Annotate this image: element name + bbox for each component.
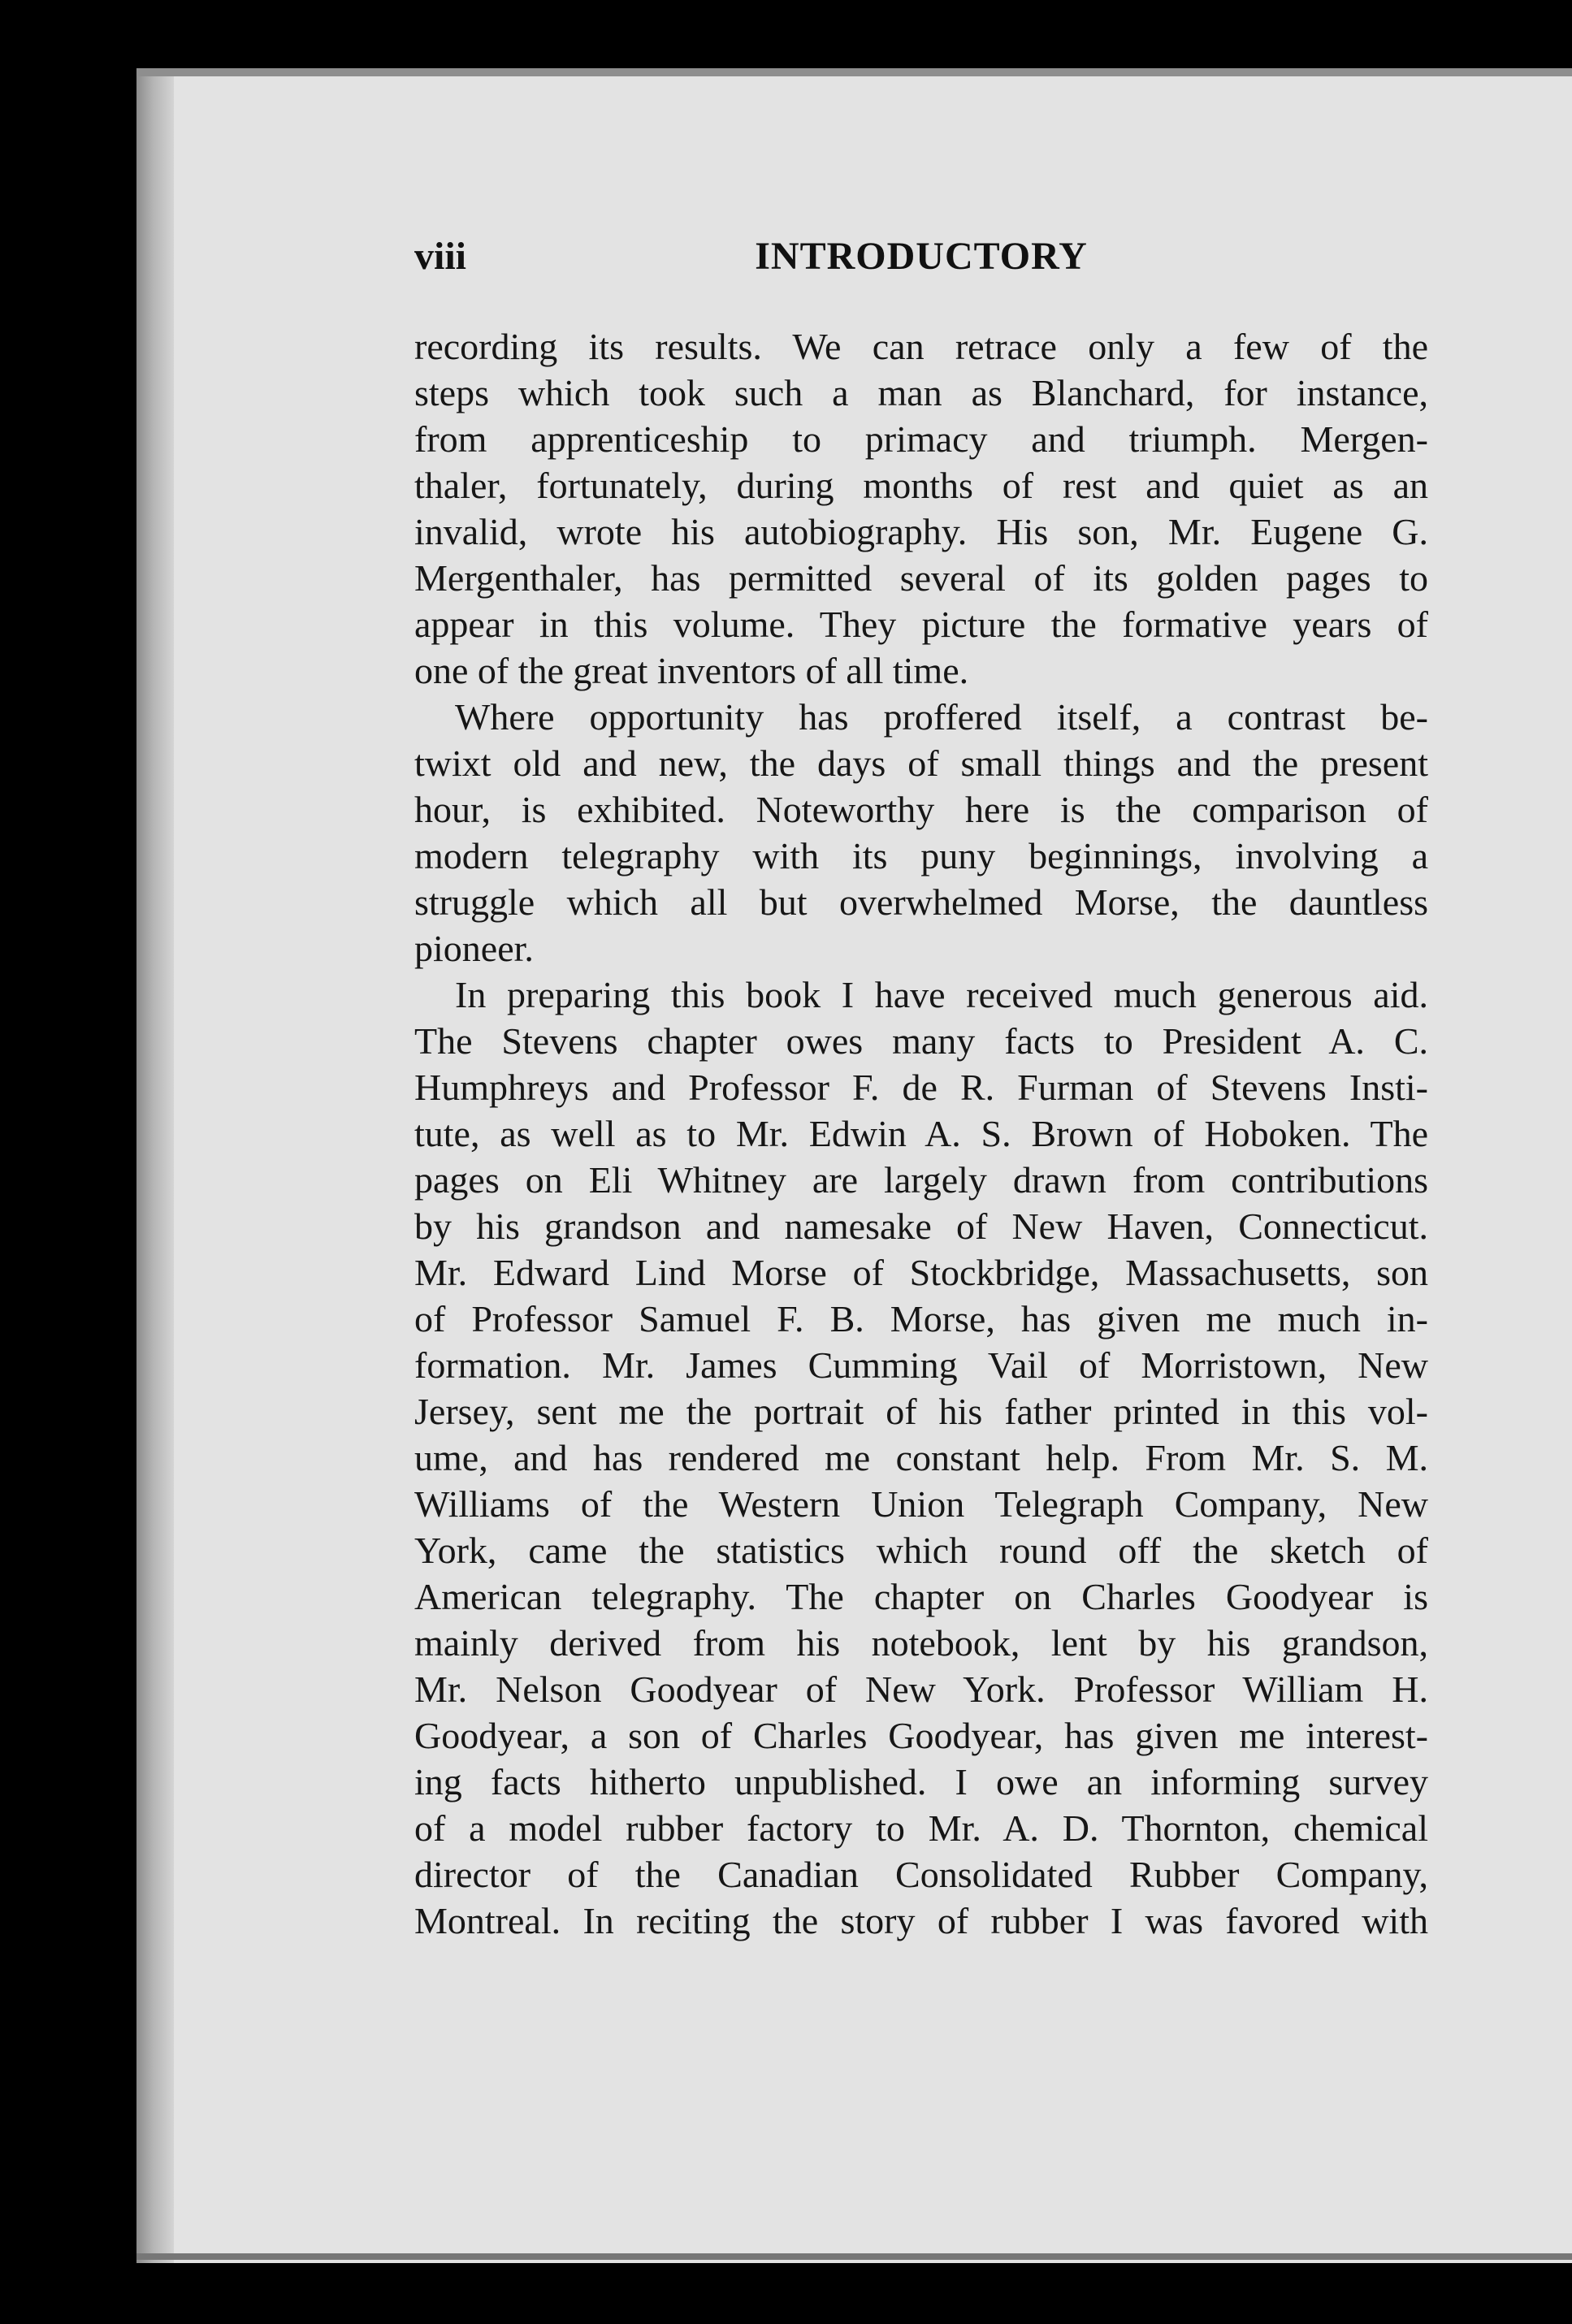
text-line: one of the great inventors of all time. bbox=[414, 650, 969, 691]
text-line: Mr. Edward Lind Morse of Stockbridge, Massachusetts, son bbox=[414, 1252, 1428, 1293]
text-line: In preparing this book I have received much generous aid. bbox=[455, 974, 1428, 1015]
text-line: Mergenthaler, has permitted several of its golden pages to bbox=[414, 557, 1428, 599]
running-head: INTRODUCTORY bbox=[755, 235, 1088, 278]
text-line: thaler, fortunately, during months of rest and quiet as an bbox=[414, 465, 1428, 506]
text-line: tute, as well as to Mr. Edwin A. S. Brown of Hoboken. The bbox=[414, 1113, 1428, 1154]
text-line: ume, and has rendered me constant help. From Mr. S. M. bbox=[414, 1437, 1428, 1478]
page-gutter-shadow bbox=[136, 70, 174, 2263]
text-line: formation. Mr. James Cumming Vail of Morristown, New bbox=[414, 1344, 1428, 1386]
text-line: steps which took such a man as Blanchard, for instance, bbox=[414, 372, 1428, 413]
text-line: by his grandson and namesake of New Haven, Connecticut. bbox=[414, 1205, 1428, 1247]
text-line: mainly derived from his notebook, lent by his grandson, bbox=[414, 1622, 1428, 1664]
text-line: from apprenticeship to primacy and triumph. Mergen- bbox=[414, 418, 1428, 460]
text-line: Montreal. In reciting the story of rubber I was favored with bbox=[414, 1900, 1428, 1941]
text-line: Humphreys and Professor F. de R. Furman of Stevens Insti- bbox=[414, 1067, 1428, 1108]
text-line: recording its results. We can retrace only a few of the bbox=[414, 326, 1428, 367]
page-bottom-edge bbox=[136, 2253, 1572, 2260]
page-header bbox=[414, 227, 1428, 292]
paragraph bbox=[414, 694, 1428, 972]
text-line: director of the Canadian Consolidated Rubber Company, bbox=[414, 1854, 1428, 1895]
text-line: pioneer. bbox=[414, 928, 534, 969]
text-line: Mr. Nelson Goodyear of New York. Professor William H. bbox=[414, 1668, 1428, 1710]
text-line: twixt old and new, the days of small things and the present bbox=[414, 742, 1428, 784]
text-line: American telegraphy. The chapter on Charles Goodyear is bbox=[414, 1576, 1428, 1617]
page-number: viii bbox=[414, 235, 467, 278]
text-line: invalid, wrote his autobiography. His son, Mr. Eugene G. bbox=[414, 511, 1428, 552]
paragraph bbox=[414, 972, 1428, 1944]
page-top-edge bbox=[136, 68, 1572, 76]
text-line: Jersey, sent me the portrait of his father printed in this vol- bbox=[414, 1391, 1428, 1432]
text-line: struggle which all but overwhelmed Morse, the dauntless bbox=[414, 881, 1428, 923]
text-line: appear in this volume. They picture the formative years of bbox=[414, 604, 1428, 645]
text-line: of Professor Samuel F. B. Morse, has given me much in- bbox=[414, 1298, 1428, 1339]
paragraph bbox=[414, 323, 1428, 694]
body-text bbox=[414, 323, 1428, 1944]
text-line: hour, is exhibited. Noteworthy here is the comparison of bbox=[414, 789, 1428, 830]
text-line: The Stevens chapter owes many facts to President A. C. bbox=[414, 1020, 1428, 1062]
text-line: ing facts hitherto unpublished. I owe an informing survey bbox=[414, 1761, 1428, 1803]
text-line: Where opportunity has proffered itself, a contrast be- bbox=[455, 696, 1428, 738]
text-line: Williams of the Western Union Telegraph Company, New bbox=[414, 1483, 1428, 1525]
text-line: modern telegraphy with its puny beginnings, involving a bbox=[414, 835, 1428, 876]
text-line: York, came the statistics which round off the sketch of bbox=[414, 1530, 1428, 1571]
text-line: pages on Eli Whitney are largely drawn from contributions bbox=[414, 1159, 1428, 1201]
text-line: Goodyear, a son of Charles Goodyear, has given me interest- bbox=[414, 1715, 1428, 1756]
text-line: of a model rubber factory to Mr. A. D. Thornton, chemical bbox=[414, 1807, 1428, 1849]
